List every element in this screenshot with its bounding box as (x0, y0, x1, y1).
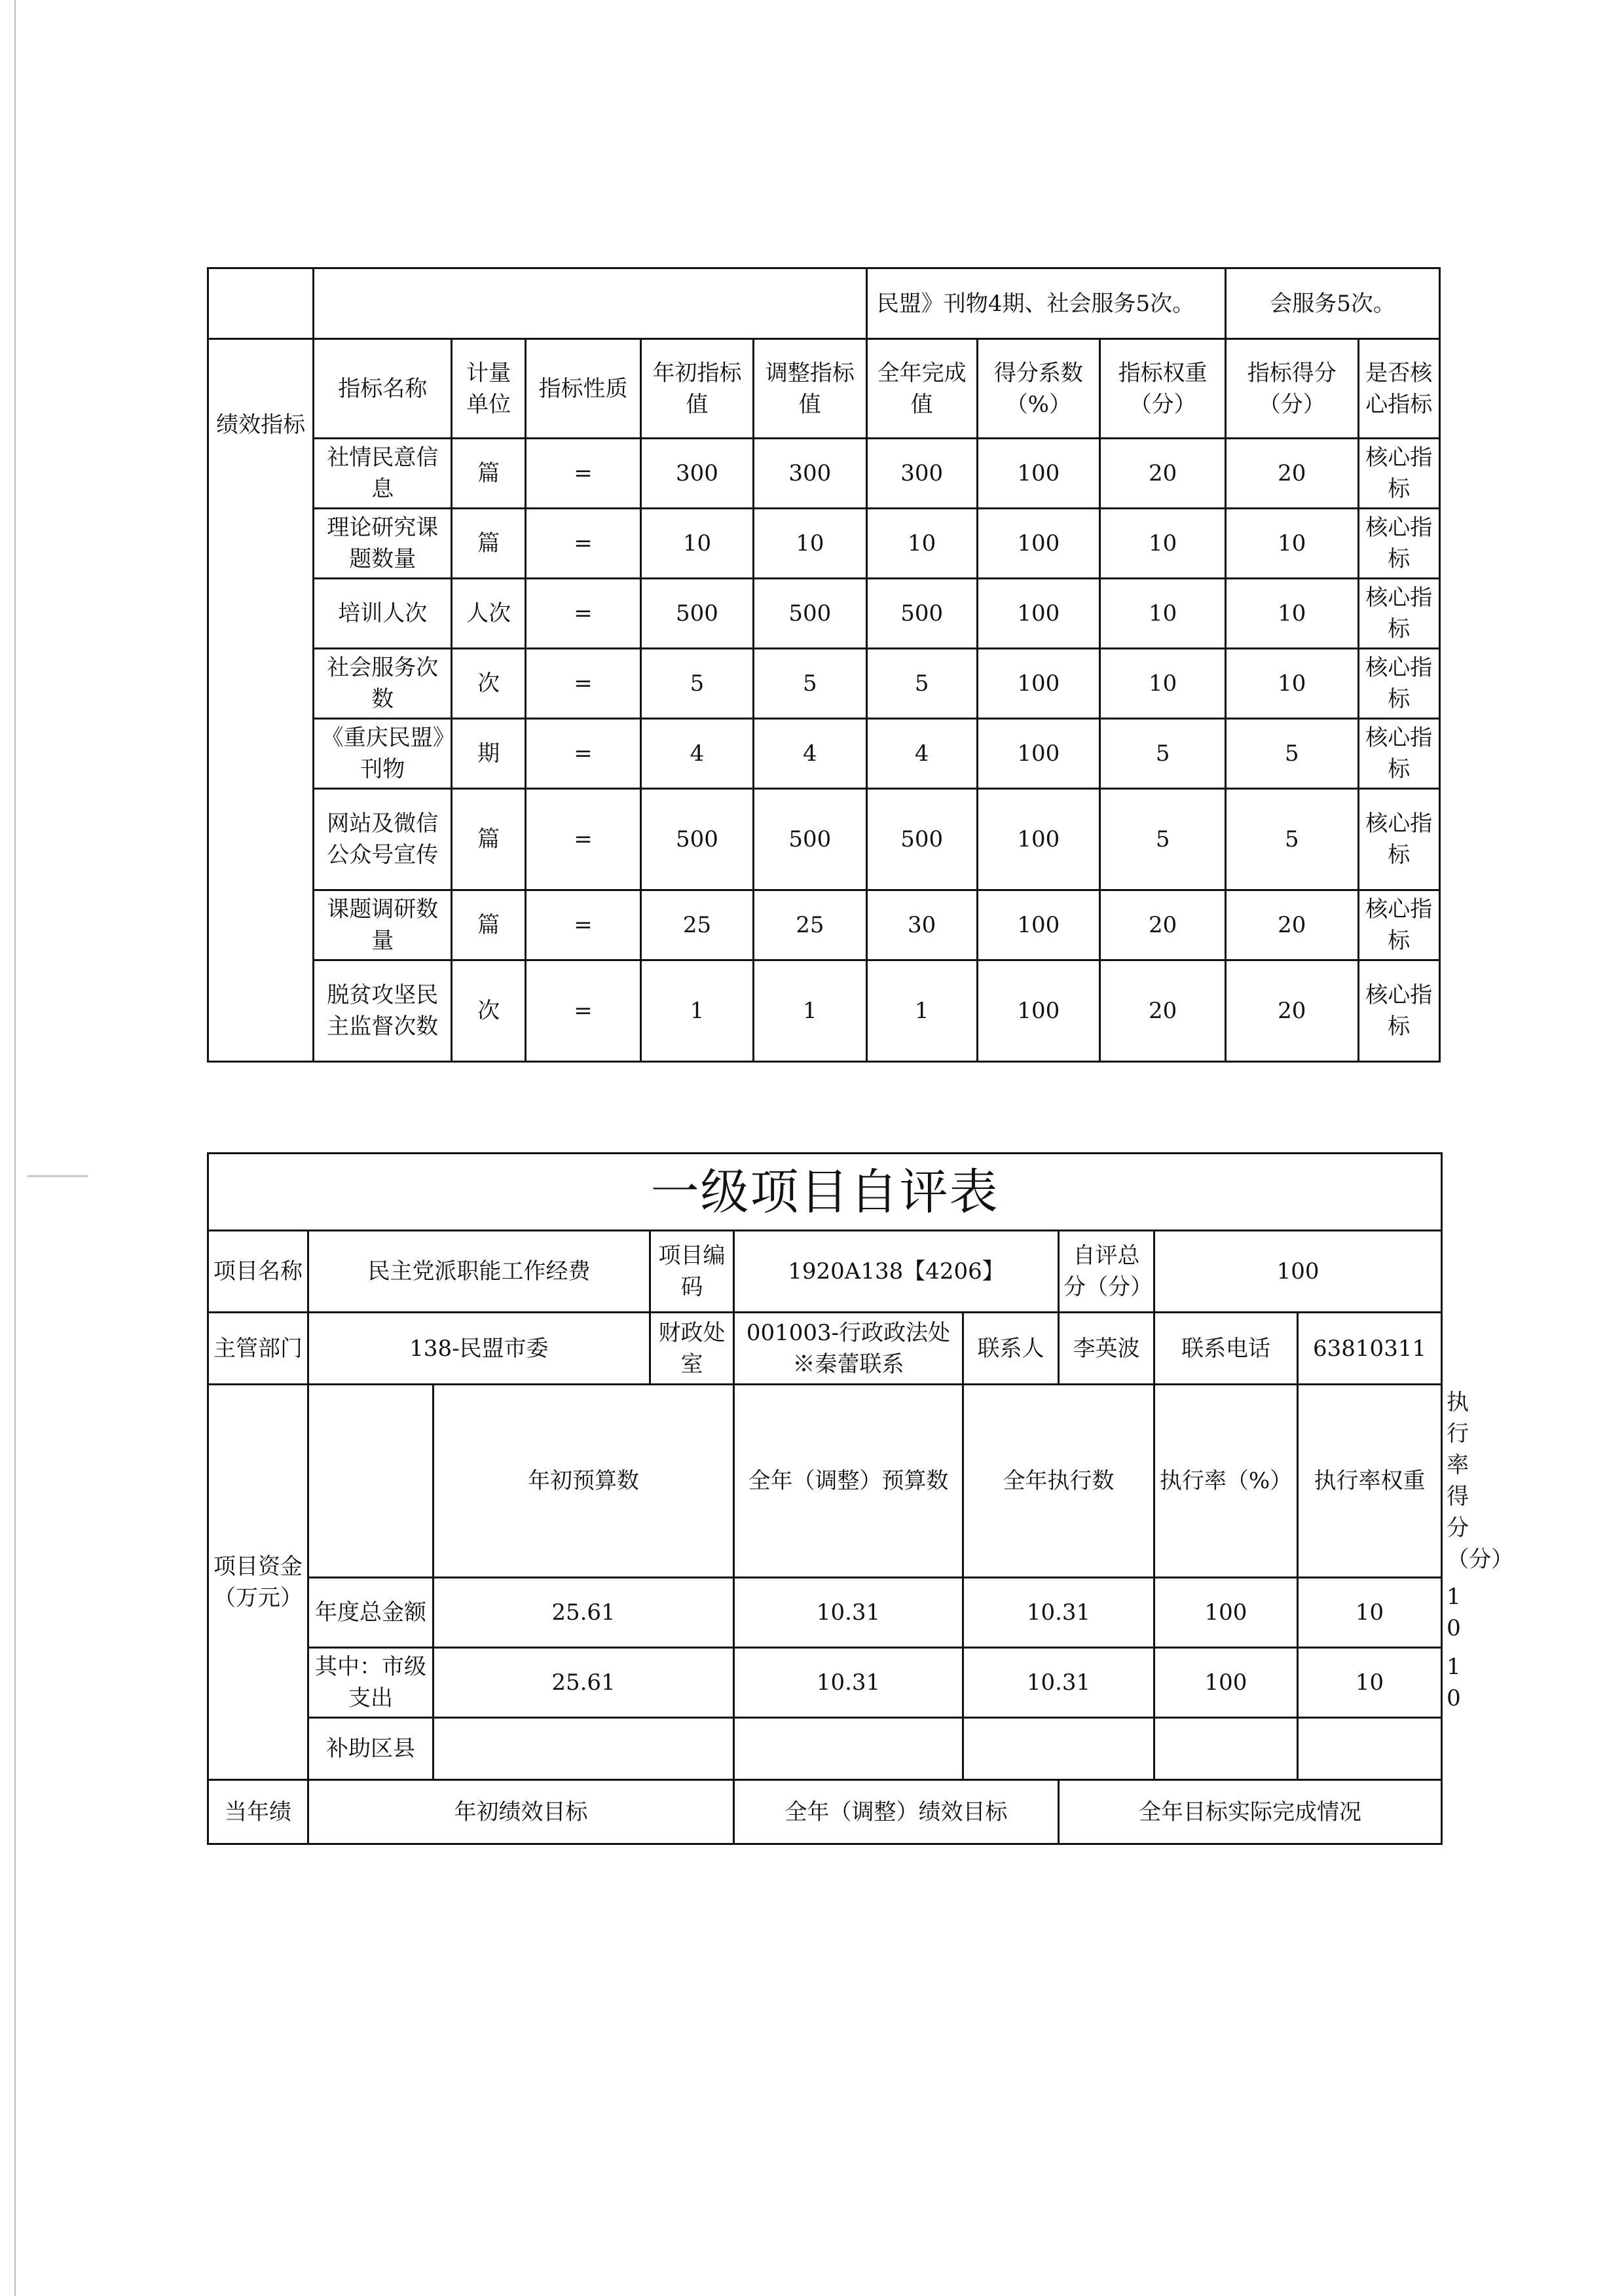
indicator-unit: 篇 (452, 439, 526, 509)
department-value: 138-民盟市委 (308, 1313, 650, 1385)
indicator-coefficient: 100 (977, 789, 1100, 890)
header-unit: 计量单位 (452, 339, 526, 439)
indicator-nature: = (525, 579, 640, 649)
indicator-completed: 10 (866, 509, 977, 579)
empty-cell (308, 1385, 434, 1578)
indicator-initial: 1 (641, 960, 754, 1062)
indicator-core: 核心指标 (1358, 960, 1439, 1062)
indicator-unit: 人次 (452, 579, 526, 649)
indicator-adjusted: 500 (753, 789, 866, 890)
header-initial-value: 年初指标值 (641, 339, 754, 439)
indicator-completed: 5 (866, 649, 977, 719)
department-label: 主管部门 (208, 1313, 308, 1385)
actual-goal-continuation: 会服务5次。 (1226, 268, 1440, 339)
indicator-initial: 300 (641, 439, 754, 509)
funds-adjusted (734, 1718, 963, 1780)
indicator-weight: 10 (1100, 509, 1226, 579)
indicator-initial: 500 (641, 579, 754, 649)
table-row (208, 789, 1440, 890)
funds-executed: 10.31 (963, 1578, 1154, 1648)
funds-header-row: 项目资金（万元） 年初预算数 全年（调整）预算数 全年执行数 执行率（%） 执行率权重 执行率得分（分） (208, 1385, 1442, 1578)
indicator-core: 核心指标 (1358, 579, 1439, 649)
indicator-initial: 5 (641, 649, 754, 719)
funds-rate: 100 (1154, 1578, 1298, 1648)
funds-row-label: 其中：市级支出 (308, 1648, 434, 1718)
header-weight: 指标权重（分） (1100, 339, 1226, 439)
title-row (208, 1154, 1442, 1231)
indicator-name: 社情民意信息 (314, 439, 452, 509)
header-initial-goal: 年初绩效目标 (308, 1780, 734, 1844)
indicator-initial: 10 (641, 509, 754, 579)
indicator-weight: 5 (1100, 719, 1226, 789)
indicator-score: 5 (1226, 719, 1358, 789)
contact-label: 联系人 (963, 1313, 1059, 1385)
indicator-weight: 10 (1100, 579, 1226, 649)
funds-label: 项目资金（万元） (208, 1385, 308, 1780)
section-label-performance: 绩效指标 (208, 339, 314, 1062)
indicator-adjusted: 1 (753, 960, 866, 1062)
indicator-completed: 1 (866, 960, 977, 1062)
funds-weight (1298, 1718, 1442, 1780)
header-nature: 指标性质 (525, 339, 640, 439)
indicator-name: 培训人次 (314, 579, 452, 649)
indicator-weight: 20 (1100, 890, 1226, 960)
indicator-nature: = (525, 439, 640, 509)
funds-adjusted: 10.31 (734, 1648, 963, 1718)
table-row (208, 890, 1440, 960)
indicator-coefficient: 100 (977, 439, 1100, 509)
table-row: 其中：市级支出 25.61 10.31 10.31 100 10 10 (208, 1648, 1442, 1718)
header-rate-weight: 执行率权重 (1298, 1385, 1442, 1578)
header-initial-budget: 年初预算数 (434, 1385, 734, 1578)
indicator-initial: 4 (641, 719, 754, 789)
page-title: 一级项目自评表 (208, 1154, 1442, 1231)
funds-initial (434, 1718, 734, 1780)
indicator-adjusted: 4 (753, 719, 866, 789)
goal-header-row (208, 1780, 1442, 1844)
indicator-adjusted: 25 (753, 890, 866, 960)
funds-executed (963, 1718, 1154, 1780)
project-code-value: 1920A138【4206】 (734, 1231, 1059, 1313)
indicator-unit: 期 (452, 719, 526, 789)
scan-speck (28, 1175, 88, 1177)
phone-value: 63810311 (1298, 1313, 1442, 1385)
indicator-nature: = (525, 719, 640, 789)
table-row (208, 439, 1440, 509)
indicator-nature: = (525, 509, 640, 579)
indicator-unit: 次 (452, 649, 526, 719)
indicator-name: 网站及微信公众号宣传 (314, 789, 452, 890)
funds-initial: 25.61 (434, 1578, 734, 1648)
indicator-completed: 500 (866, 579, 977, 649)
project-name-label: 项目名称 (208, 1231, 308, 1313)
phone-label: 联系电话 (1154, 1313, 1298, 1385)
header-score-coefficient: 得分系数（%） (977, 339, 1100, 439)
indicator-adjusted: 500 (753, 579, 866, 649)
indicator-coefficient: 100 (977, 509, 1100, 579)
empty-cell (314, 268, 867, 339)
table-row (208, 649, 1440, 719)
header-execution-rate: 执行率（%） (1154, 1385, 1298, 1578)
table-row (208, 579, 1440, 649)
indicator-coefficient: 100 (977, 960, 1100, 1062)
empty-cell (208, 268, 314, 339)
self-score-label: 自评总分（分） (1059, 1231, 1154, 1313)
indicator-header-row (208, 339, 1440, 439)
indicator-score: 20 (1226, 890, 1358, 960)
funds-executed: 10.31 (963, 1648, 1154, 1718)
indicator-coefficient: 100 (977, 649, 1100, 719)
indicator-name: 理论研究课题数量 (314, 509, 452, 579)
indicator-score: 10 (1226, 579, 1358, 649)
funds-rate: 100 (1154, 1648, 1298, 1718)
indicator-name: 课题调研数量 (314, 890, 452, 960)
header-indicator-name: 指标名称 (314, 339, 452, 439)
contact-value: 李英波 (1059, 1313, 1154, 1385)
indicator-coefficient: 100 (977, 719, 1100, 789)
continuation-row (208, 268, 1440, 339)
header-core: 是否核心指标 (1358, 339, 1439, 439)
header-actual-completion: 全年目标实际完成情况 (1059, 1780, 1442, 1844)
table-row: 年度总金额 25.61 10.31 10.31 100 10 10 (208, 1578, 1442, 1648)
indicator-completed: 300 (866, 439, 977, 509)
indicator-core: 核心指标 (1358, 649, 1439, 719)
project-info-row (208, 1231, 1442, 1313)
indicator-score: 20 (1226, 960, 1358, 1062)
indicator-weight: 20 (1100, 439, 1226, 509)
performance-indicator-table (207, 267, 1441, 1063)
finance-office-value: 001003-行政政法处※秦蕾联系 (734, 1313, 963, 1385)
finance-office-label: 财政处室 (650, 1313, 734, 1385)
indicator-core: 核心指标 (1358, 789, 1439, 890)
indicator-nature: = (525, 649, 640, 719)
header-adjusted-goal: 全年（调整）绩效目标 (734, 1780, 1059, 1844)
indicator-nature: = (525, 789, 640, 890)
funds-weight: 10 (1298, 1648, 1442, 1718)
project-self-evaluation-table (207, 1152, 1514, 1845)
header-executed: 全年执行数 (963, 1385, 1154, 1578)
indicator-initial: 25 (641, 890, 754, 960)
indicator-nature: = (525, 960, 640, 1062)
header-adjusted-value: 调整指标值 (753, 339, 866, 439)
indicator-core: 核心指标 (1358, 509, 1439, 579)
indicator-score: 10 (1226, 649, 1358, 719)
funds-weight: 10 (1298, 1578, 1442, 1648)
indicator-unit: 次 (452, 960, 526, 1062)
indicator-adjusted: 300 (753, 439, 866, 509)
indicator-coefficient: 100 (977, 579, 1100, 649)
table-row (208, 719, 1440, 789)
indicator-completed: 30 (866, 890, 977, 960)
indicator-score: 10 (1226, 509, 1358, 579)
indicator-initial: 500 (641, 789, 754, 890)
header-adjusted-budget: 全年（调整）预算数 (734, 1385, 963, 1578)
goal-section-label: 当年绩 (208, 1780, 308, 1844)
indicator-unit: 篇 (452, 509, 526, 579)
indicator-core: 核心指标 (1358, 719, 1439, 789)
funds-row-label: 补助区县 (308, 1718, 434, 1780)
indicator-unit: 篇 (452, 789, 526, 890)
indicator-score: 20 (1226, 439, 1358, 509)
adjusted-goal-continuation: 民盟》刊物4期、社会服务5次。 (866, 268, 1225, 339)
indicator-name: 社会服务次数 (314, 649, 452, 719)
indicator-adjusted: 10 (753, 509, 866, 579)
indicator-completed: 4 (866, 719, 977, 789)
funds-rate (1154, 1718, 1298, 1780)
indicator-score: 5 (1226, 789, 1358, 890)
indicator-name: 脱贫攻坚民主监督次数 (314, 960, 452, 1062)
department-row (208, 1313, 1442, 1385)
indicator-nature: = (525, 890, 640, 960)
self-score-value: 100 (1154, 1231, 1442, 1313)
table-row (208, 509, 1440, 579)
header-completed-value: 全年完成值 (866, 339, 977, 439)
funds-initial: 25.61 (434, 1648, 734, 1718)
indicator-coefficient: 100 (977, 890, 1100, 960)
project-code-label: 项目编码 (650, 1231, 734, 1313)
indicator-completed: 500 (866, 789, 977, 890)
project-name-value: 民主党派职能工作经费 (308, 1231, 650, 1313)
table-row (208, 960, 1440, 1062)
funds-row-label: 年度总金额 (308, 1578, 434, 1648)
indicator-weight: 20 (1100, 960, 1226, 1062)
indicator-name: 《重庆民盟》刊物 (314, 719, 452, 789)
indicator-core: 核心指标 (1358, 439, 1439, 509)
indicator-weight: 5 (1100, 789, 1226, 890)
indicator-unit: 篇 (452, 890, 526, 960)
indicator-core: 核心指标 (1358, 890, 1439, 960)
header-score: 指标得分（分） (1226, 339, 1358, 439)
indicator-weight: 10 (1100, 649, 1226, 719)
table-row (208, 1718, 1442, 1780)
funds-adjusted: 10.31 (734, 1578, 963, 1648)
scan-edge-line (14, 0, 16, 2296)
indicator-adjusted: 5 (753, 649, 866, 719)
